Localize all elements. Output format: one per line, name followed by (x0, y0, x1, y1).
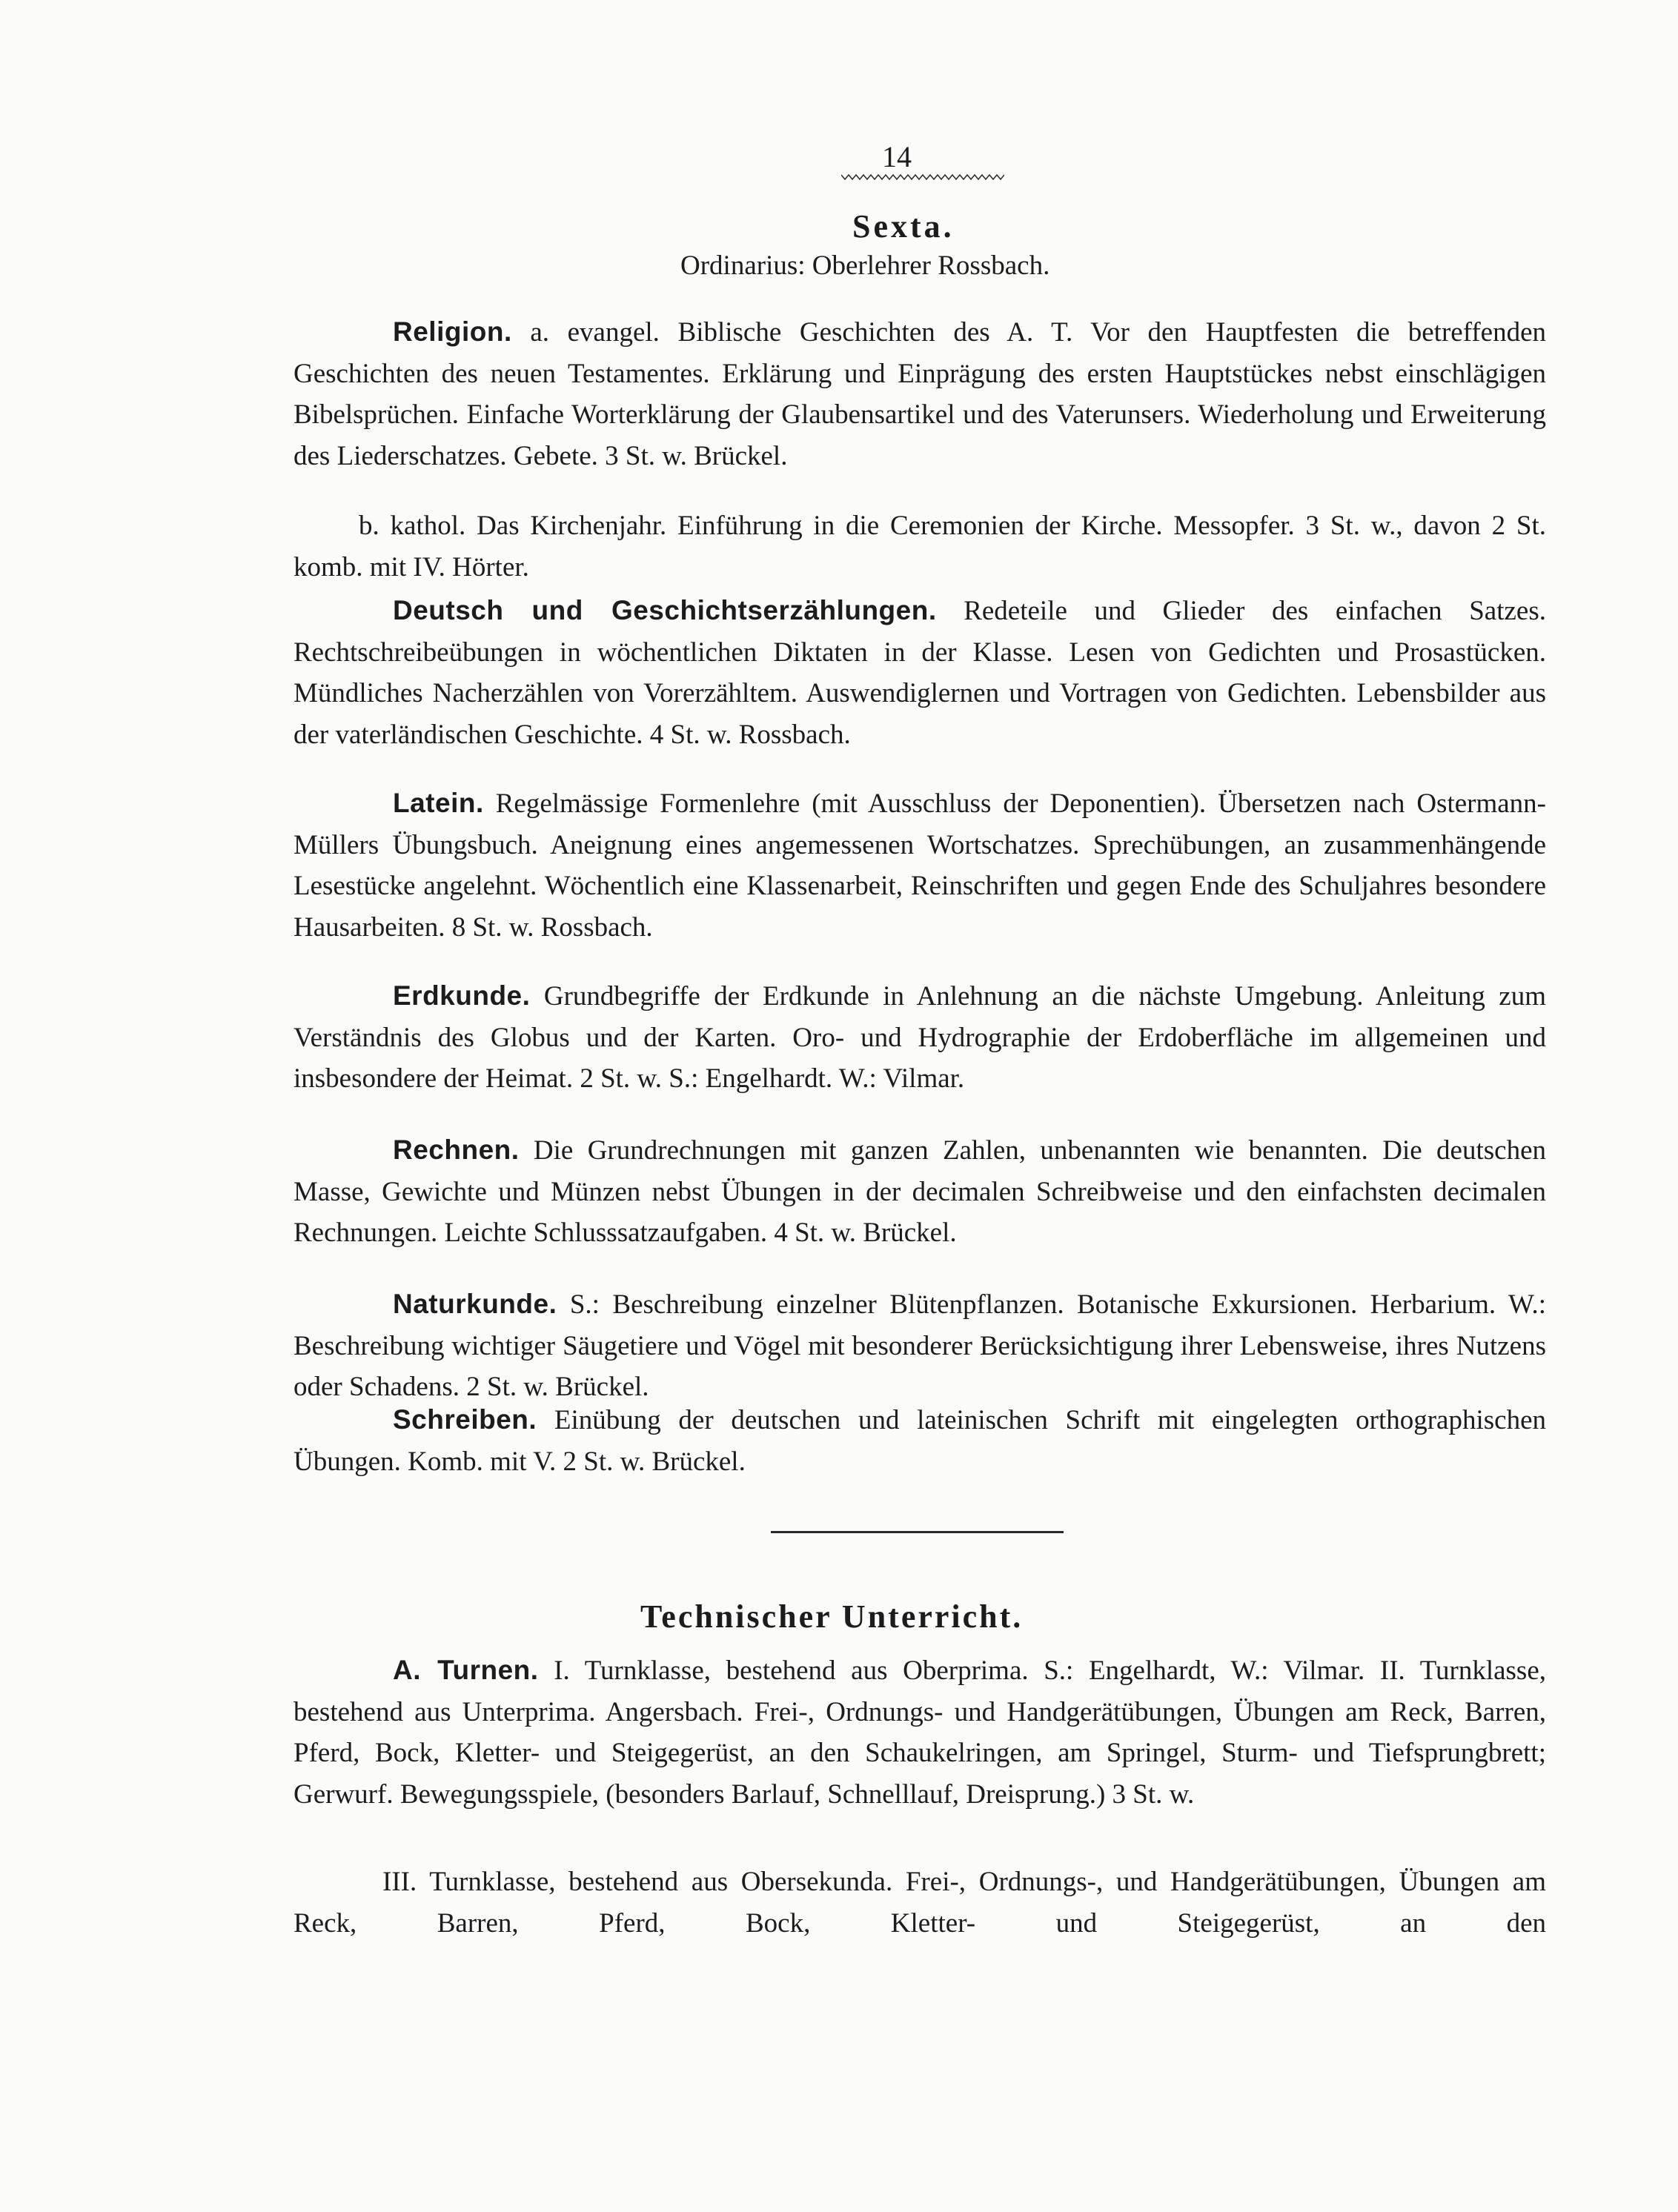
rechnen-heading: Rechnen. (393, 1135, 520, 1165)
erdkunde-heading: Erdkunde. (393, 980, 531, 1011)
latein-section (294, 783, 1546, 948)
page-number-ornament (841, 172, 1004, 182)
latein-heading: Latein. (393, 788, 484, 818)
rechnen-paragraph (294, 1129, 1546, 1254)
religion-paragraph-a (294, 311, 1546, 476)
religion-paragraph-b (294, 505, 1546, 588)
latein-text: Regelmässige Formenlehre (mit Ausschluss der Deponentien). Übersetzen nach Ostermann-Müllers Übungsbuch. Aneignung eines angemessenen Wortschatzes. Sprechübungen, an zusammenhängende Lesestücke angelehnt. Wöchentlich eine Klassenarbeit, Reinschriften und gegen Ende des Schuljahres besondere Hausarbeiten. 8 St. w. Rossbach. (294, 788, 1546, 943)
schreiben-paragraph (294, 1399, 1546, 1482)
turnen-iii-text: III. Turnklasse, bestehend aus Obersekunda. Frei-, Ordnungs-, und Handgerätübungen, Übungen am Reck, Barren, Pferd, Bock, Kletter- und Steigegerüst, an den (294, 1867, 1546, 1939)
erdkunde-text: Grundbegriffe der Erdkunde in Anlehnung an die nächste Umgebung. Anleitung zum Verständnis des Globus und der Karten. Oro- und Hydrographie der Erdoberfläche im allgemeinen und insbesondere der Heimat. 2 St. w. S.: Engelhardt. W.: Vilmar. (294, 981, 1546, 1094)
deutsch-paragraph (294, 590, 1546, 755)
religion-b-section (294, 505, 1546, 588)
schreiben-text: Einübung der deutschen und lateinischen Schrift mit eingelegten orthographischen Übungen. Komb. mit V. 2 St. w. Brückel. (294, 1405, 1547, 1477)
naturkunde-text: S.: Beschreibung einzelner Blütenpflanzen. Botanische Exkursionen. Herbarium. W.: Beschreibung wichtiger Säugetiere und Vögel mit besonderer Berücksichtigung ihrer Lebensweise, ihres Nutzens oder Schadens. 2 St. w. Brückel. (294, 1289, 1547, 1402)
deutsch-text: Redeteile und Glieder des einfachen Satzes. Rechtschreibeübungen in wöchentlichen Diktaten in der Klasse. Lesen von Gedichten und Prosastücken. Mündliches Nacherzählen von Vorerzähltem. Auswendiglernen und Vortragen von Gedichten. Lebensbilder aus der vaterländischen Geschichte. 4 St. w. Rossbach. (294, 596, 1546, 750)
section-divider (771, 1531, 1064, 1533)
turnen-paragraph (294, 1650, 1546, 1815)
schreiben-section (294, 1399, 1546, 1482)
schreiben-heading: Schreiben. (393, 1404, 537, 1435)
rechnen-text: Die Grundrechnungen mit ganzen Zahlen, unbenannten wie benannten. Die deutschen Masse, Gewichte und Münzen nebst Übungen in der decimalen Schreibweise und den einfachsten decimalen Rechnungen. Leichte Schlusssatzaufgaben. 4 St. w. Brückel. (294, 1135, 1546, 1248)
turnen-iii-paragraph (294, 1861, 1546, 1944)
naturkunde-section (294, 1283, 1546, 1408)
religion-a-text: a. evangel. Biblische Geschichten des A. T. Vor den Hauptfesten die betreffenden Geschichten des neuen Testamentes. Erklärung und Einprägung des ersten Hauptstückes nebst einschlägigen Bibelsprüchen. Einfache Worterklärung der Glaubensartikel und des Vaterunsers. Wiederholung und Erweiterung des Liederschatzes. Gebete. 3 St. w. Brückel. (294, 317, 1547, 471)
rechnen-section (294, 1129, 1546, 1254)
naturkunde-heading: Naturkunde. (393, 1289, 557, 1319)
technical-section-title: Technischer Unterricht. (640, 1598, 1024, 1635)
religion-section (294, 311, 1546, 476)
turnen-heading: A. Turnen. (393, 1655, 539, 1685)
deutsch-heading: Deutsch und Geschichtserzählungen. (393, 595, 937, 625)
turnen-text: I. Turnklasse, bestehend aus Oberprima. S.: Engelhardt, W.: Vilmar. II. Turnklasse, bestehend aus Unterprima. Angersbach. Frei-, Ordnungs- und Handgerätübungen, Übungen am Reck, Barren, Pferd, Bock, Kletter- und Steigegerüst, an den Schaukelringen, am Springel, Sturm- und Tiefsprungbrett; Gerwurf. Bewegungsspiele, (besonders Barlauf, Schnelllauf, Dreisprung.) 3 St. w. (294, 1655, 1546, 1810)
religion-heading: Religion. (393, 316, 512, 347)
ordinarius-line: Ordinarius: Oberlehrer Rossbach. (680, 250, 1050, 281)
class-title: Sexta. (852, 208, 955, 245)
page-number: 14 (882, 140, 912, 173)
erdkunde-paragraph (294, 975, 1546, 1100)
turnen-iii-section (294, 1861, 1546, 1944)
religion-b-text: b. kathol. Das Kirchenjahr. Einführung in die Ceremonien der Kirche. Messopfer. 3 St. w., davon 2 St. komb. mit IV. Hörter. (294, 511, 1546, 582)
latein-paragraph (294, 783, 1546, 948)
erdkunde-section (294, 975, 1546, 1100)
turnen-section (294, 1650, 1546, 1815)
naturkunde-paragraph (294, 1283, 1546, 1408)
deutsch-section (294, 590, 1546, 755)
